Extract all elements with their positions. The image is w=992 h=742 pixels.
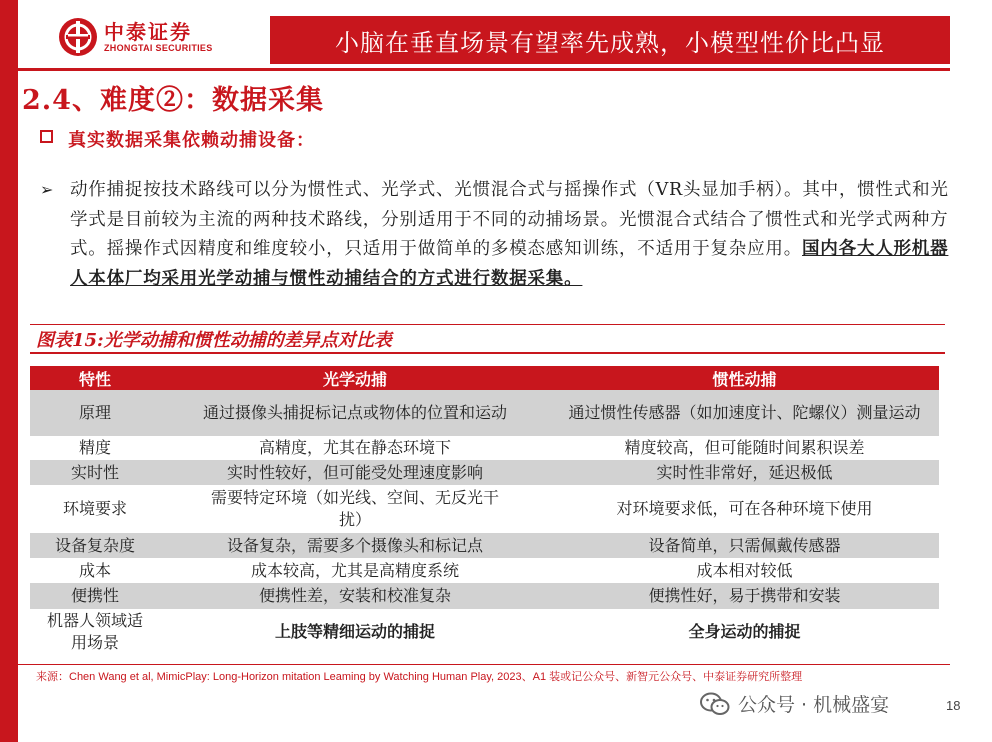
- page-banner: 小脑在垂直场景有望率先成熟，小模型性价比凸显: [270, 16, 950, 64]
- inertial-cell: 精度较高，但可能随时间累积误差: [624, 438, 865, 457]
- section-title: 2.4、难度②：数据采集: [22, 85, 324, 116]
- brand-name-cn: 中泰证券: [104, 19, 192, 44]
- table-row: [30, 485, 939, 533]
- inertial-cell: 对环境要求低，可在各种环境下使用: [616, 499, 873, 518]
- inertial-cell: 便携性好，易于携带和安装: [550, 583, 939, 609]
- optical-cell: 便携性差，安装和校准复杂: [160, 583, 550, 609]
- chart-top-rule: [30, 324, 945, 325]
- brand-logo: [58, 14, 268, 60]
- wechat-icon: [700, 691, 730, 717]
- inertial-cell: 成本相对较低: [696, 560, 793, 580]
- table-row: [30, 460, 939, 485]
- chart-title-divider: [30, 352, 945, 354]
- arrow-bullet-icon: ➢: [40, 180, 54, 199]
- header-optical: 光学动捕: [160, 366, 550, 390]
- page-number: 18: [946, 698, 961, 713]
- sub-heading: 真实数据采集依赖动捕设备：: [68, 130, 315, 151]
- row-label: 设备复杂度: [30, 533, 160, 558]
- chart-title: 图表15:光学动捕和惯性动捕的差异点对比表: [36, 330, 392, 351]
- table-row: [30, 436, 939, 460]
- zhongtai-logo-icon: [58, 17, 98, 57]
- table-row: [30, 558, 939, 583]
- optical-cell: 设备复杂，需要多个摄像头和标记点: [160, 533, 550, 558]
- watermark: [700, 690, 889, 717]
- row-label: 成本: [78, 560, 111, 580]
- inertial-cell: 设备简单，只需佩戴传感器: [550, 533, 939, 558]
- inertial-cell: 实时性非常好，延迟极低: [550, 460, 939, 485]
- optical-cell: 上肢等精细运动的捕捉: [274, 622, 435, 641]
- row-label: 环境要求: [62, 499, 127, 518]
- optical-cell: 高精度，尤其在静态环境下: [258, 438, 451, 457]
- paragraph-highlight: 国内各大人形机器人本体厂均采用光学动捕与惯性动捕结合的方式进行数据采集。: [70, 239, 949, 289]
- optical-cell: 成本较高，尤其是高精度系统: [250, 560, 459, 580]
- paragraph-text: 动作捕捉按技术路线可以分为惯性式、光学式、光惯混合式与摇操作式（VR头显加手柄）。其中，惯性式和光学式是目前较为主流的两种技术路线，分别适用于不同的动捕场景。光惯混合式结合了惯性式和光学式两种方式。摇操作式因精度和维度较小，只适用于做简单的多模态感知训练，不适用于复杂应用。: [70, 180, 949, 259]
- optical-cell: 需要特定环境（如光线、空间、无反光干扰）: [210, 488, 499, 529]
- footer-divider: [18, 664, 950, 665]
- source-note: 来源：Chen Wang et al, MimicPlay: Long-Horizon mitation Leaming by Watching Human Play, 2023、A1 装或记公众号、新智元公众号、中泰证券研究所整理: [36, 671, 803, 683]
- row-label: 精度: [78, 438, 111, 457]
- inertial-cell: 全身运动的捕捉: [688, 622, 801, 641]
- row-label: 机器人领域适用场景: [46, 611, 143, 652]
- table-row: [30, 609, 939, 655]
- brand-name-en: ZHONGTAI SECURITIES: [104, 42, 213, 53]
- header-inertial: 惯性动捕: [550, 366, 939, 390]
- header-feature: 特性: [30, 366, 160, 390]
- left-accent-bar: [0, 0, 18, 742]
- watermark-text: 公众号 · 机械盛宴: [738, 694, 890, 716]
- table-row: [30, 533, 939, 558]
- optical-cell: 实时性较好，但可能受处理速度影响: [160, 460, 550, 485]
- row-label: 便携性: [30, 583, 160, 609]
- comparison-table: [30, 366, 939, 655]
- table-row: [30, 390, 939, 436]
- square-bullet-icon: [40, 130, 53, 143]
- table-header-row: [30, 366, 939, 390]
- header-divider: [18, 68, 950, 71]
- inertial-cell: 通过惯性传感器（如加速度计、陀螺仪）测量运动: [550, 390, 939, 436]
- row-label: 实时性: [30, 460, 160, 485]
- row-label: 原理: [30, 390, 160, 436]
- table-row: [30, 583, 939, 609]
- body-paragraph: [70, 176, 950, 294]
- optical-cell: 通过摄像头捕捉标记点或物体的位置和运动: [160, 390, 550, 436]
